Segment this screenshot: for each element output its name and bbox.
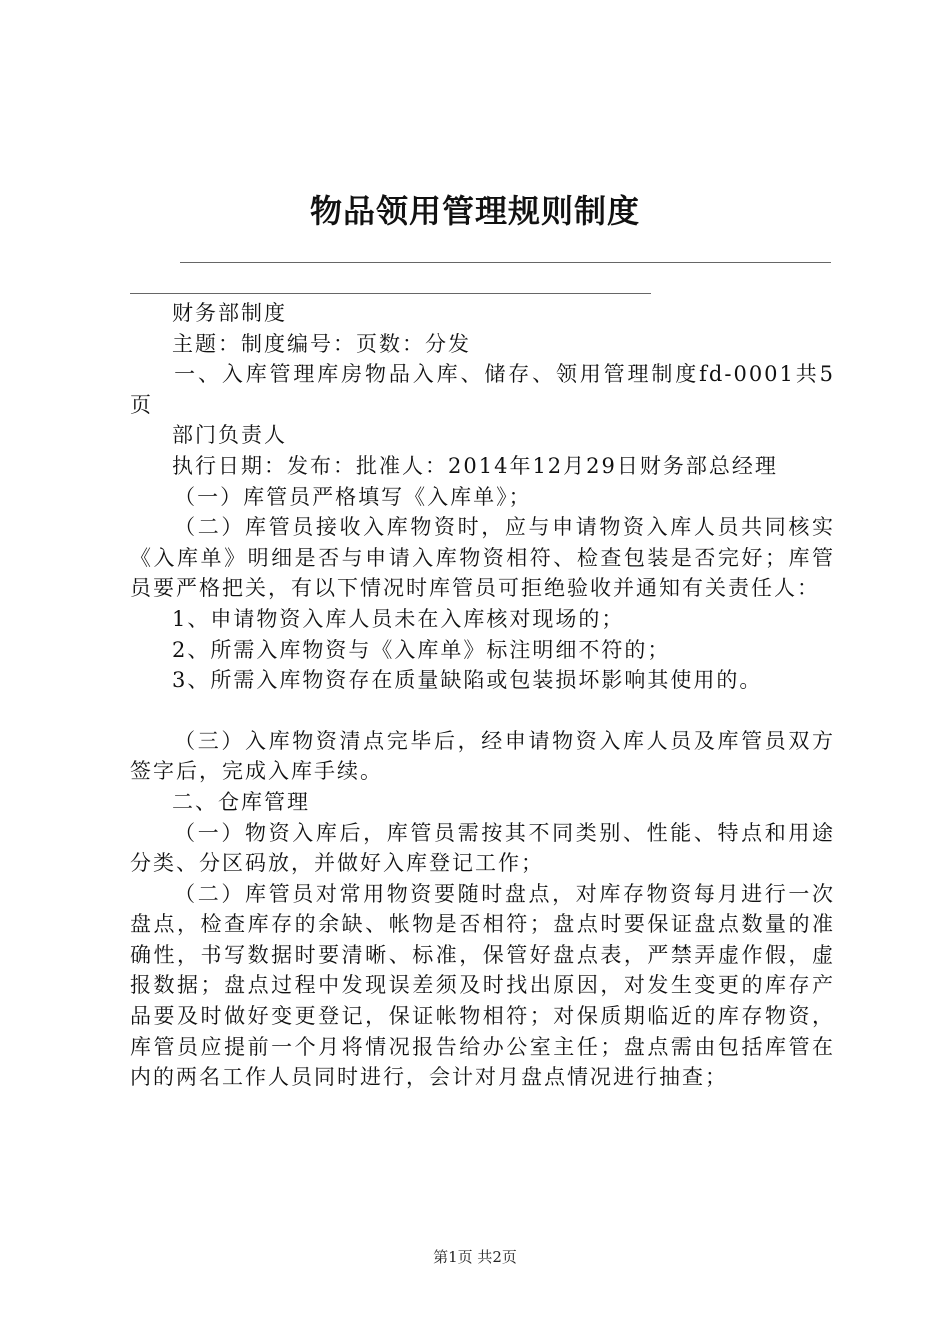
blank-line	[130, 696, 835, 726]
page-footer: 第1页 共2页	[433, 1248, 517, 1266]
paragraph-section-one-heading: 一、入库管理库房物品入库、储存、领用管理制度fd-0001共5页	[130, 362, 835, 417]
paragraph-list-3: 3、所需入库物资存在质量缺陷或包装损坏影响其使用的。	[172, 668, 763, 693]
paragraph-item-2-2: （二）库管员对常用物资要随时盘点，对库存物资每月进行一次盘点，检查库存的余缺、帐物是否相符；盘点时要保证盘点数量的准确性，书写数据时要清晰、标准，保管好盘点表，严禁弄虚作假，虚报数据；盘点过程中发现误差须及时找出原因，对发生变更的库存产品要及时做好变更登记，保证帐物相符；对保质期临近的库存物资，库管员应提前一个月将情况报告给办公室主任；盘点需由包括库管在内的两名工作人员同时进行，会计对月盘点情况进行抽查；	[130, 881, 835, 1090]
document-title: 物品领用管理规则制度	[309, 192, 640, 230]
paragraph-list-2: 2、所需入库物资与《入库单》标注明细不符的；	[172, 637, 671, 662]
title-divider-line-short	[130, 293, 651, 294]
paragraph-section-two-heading: 二、仓库管理	[172, 789, 310, 814]
paragraph-list-1: 1、申请物资入库人员未在入库核对现场的；	[172, 606, 625, 631]
paragraph-item-1-3: （三）入库物资清点完毕后，经申请物资入库人员及库管员双方签字后，完成入库手续。	[130, 728, 835, 784]
paragraph-responsible: 部门负责人	[172, 423, 287, 448]
paragraph-subject: 主题：制度编号：页数：分发	[172, 331, 471, 356]
paragraph-item-1-2: （二）库管员接收入库物资时，应与申请物资入库人员共同核实《入库单》明细是否与申请入库物资相符、检查包装是否完好；库管员要严格把关，有以下情况时库管员可拒绝验收并通知有关责任人：	[130, 515, 835, 601]
paragraph-item-2-1: （一）物资入库后，库管员需按其不同类别、性能、特点和用途分类、分区码放，并做好入库登记工作；	[130, 820, 835, 876]
paragraph-execution-date: 执行日期：发布：批准人：2014年12月29日财务部总经理	[172, 453, 778, 478]
paragraph-item-1-1: （一）库管员严格填写《入库单》；	[174, 484, 532, 509]
document-body	[130, 298, 835, 1093]
title-divider-line	[180, 262, 831, 263]
paragraph-department: 财务部制度	[172, 301, 287, 325]
